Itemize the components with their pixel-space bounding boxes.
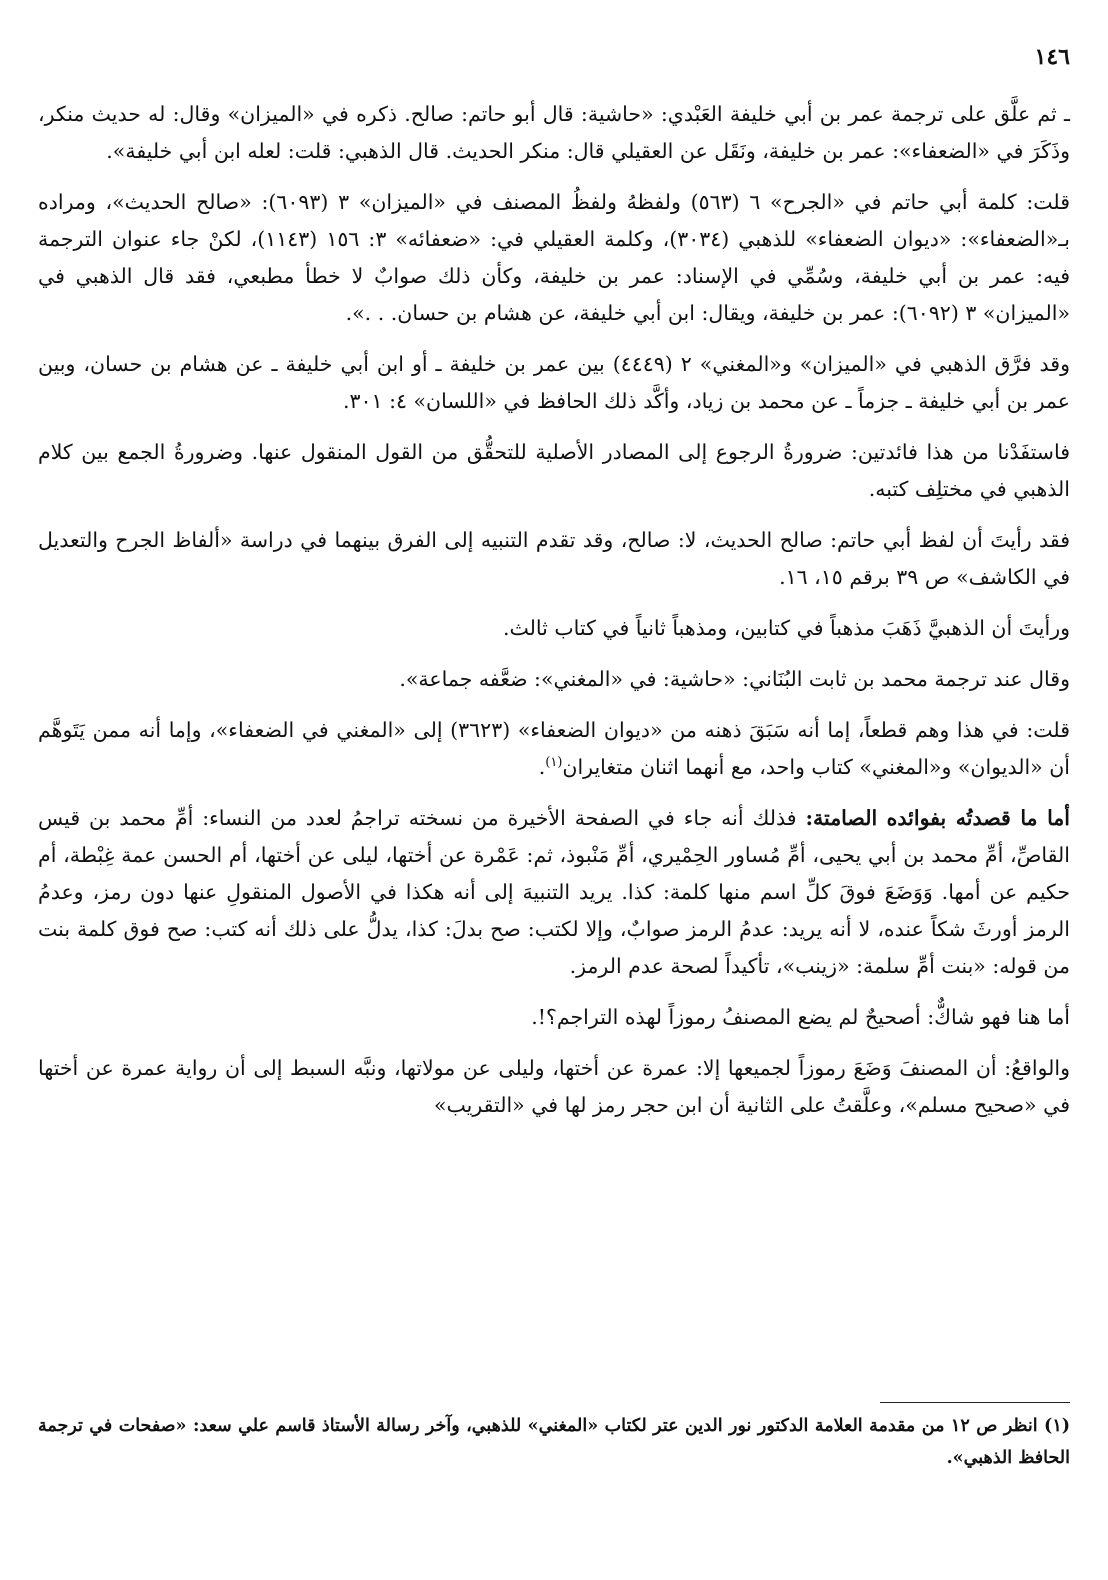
paragraph-text: قلت: في هذا وهم قطعاً، إما أنه سَبَقَ ذهنه من «ديوان الضعفاء» (٣٦٢٣) إلى «المغني في الضعفاء»، وإما أنه ممن يَتَوهَّم أن «الديوان» و«المغني» كتاب واحد، مع أنهما اثنان متغايران [38, 718, 1070, 779]
paragraph-text: فاستفَدْنا من هذا فائدتين: ضرورةُ الرجوع إلى المصادر الأصلية للتحقُّق من القول المنقول عنها. وضرورةُ الجمع بين كلام الذهبي في مختلِف كتبه. [38, 440, 1070, 501]
paragraph-tail: . [538, 755, 546, 779]
body-text [38, 96, 1070, 1138]
paragraph-3 [38, 346, 1070, 420]
paragraph-11 [38, 1050, 1070, 1124]
paragraph-text: وقد فرَّق الذهبي في «الميزان» و«المغني» ٢ (٤٤٤٩) بين عمر بن خليفة ـ أو ابن أبي خليفة ـ عن هشام بن حسان، وبين عمر بن أبي خليفة ـ جزماً ـ عن محمد بن زياد، وأكَّد ذلك الحافظ في «اللسان» ٤: ٣٠١. [38, 352, 1070, 413]
paragraph-text: أما هنا فهو شاكٌّ: أصحيحٌ لم يضع المصنفُ رموزاً لهذه التراجم؟!. [531, 1005, 1070, 1029]
footnote-separator [880, 1402, 1070, 1403]
footnote: (١) انظر ص ١٢ من مقدمة العلامة الدكتور نور الدين عتر لكتاب «المغني» للذهبي، وآخر رسالة الأستاذ قاسم علي سعد: «صفحات في ترجمة الحافظ الذهبي». [38, 1416, 1070, 1468]
paragraph-9 [38, 800, 1070, 985]
paragraph-6 [38, 610, 1070, 647]
paragraph-lead: أما ما قصدتُه بفوائده الصامتة: [805, 806, 1070, 830]
book-page [38, 0, 1070, 1580]
paragraph-text: ورأيتَ أن الذهبيَّ ذَهَبَ مذهباً في كتابين، ومذهباً ثانياً في كتاب ثالث. [503, 616, 1070, 640]
paragraph-1 [38, 96, 1070, 170]
paragraph-text: ـ ثم علَّق على ترجمة عمر بن أبي خليفة العَبْدي: «حاشية: قال أبو حاتم: صالح. ذكره في «الميزان» وقال: له حديث منكر، وذَكَرَ في «الضعفاء»: عمر بن خليفة، ونَقَل عن العقيلي قال: منكر الحديث. قال الذهبي: قلت: لعله ابن أبي خليفة». [38, 102, 1070, 163]
paragraph-text: فذلك أنه جاء في الصفحة الأخيرة من نسخته تراجمُ لعدد من النساء: أمِّ محمد بن قيس القاصِّ، أمِّ محمد بن أبي يحيى، أمِّ مُساور الحِمْيري، أمِّ مَنْبوذ، ثم: عَمْرة عن أختها، ليلى عن أختها، أم الحسن عمة غِبْطة، أم حكيم عن أمها. وَوَضَعَ فوقَ كلِّ اسم منها كلمة: كذا. يريد التنبيهَ إلى أنه هكذا في الأصول المنقولِ عنها دون رمز، وعدمُ الرمز أورثَ شكاً عنده، لا أنه يريد: عدمُ الرمز صوابٌ، وإلا لكتب: صح بدلَ: كذا، يدلُّ على ذلك أنه كتب: صح فوق كلمة بنت من قوله: «بنت أمِّ سلمة: «زينب»، تأكيداً لصحة عدم الرمز. [38, 806, 1070, 978]
paragraph-7 [38, 661, 1070, 698]
page-number: ١٤٦ [1034, 44, 1070, 70]
paragraph-text: قلت: كلمة أبي حاتم في «الجرح» ٦ (٥٦٣) ولفظهُ ولفظُ المصنف في «الميزان» ٣ (٦٠٩٣): «صالح الحديث»، ومراده بـ«الضعفاء»: «ديوان الضعفاء» للذهبي (٣٠٣٤)، وكلمة العقيلي في: «ضعفائه» ٣: ١٥٦ (١١٤٣)، لكنْ جاء عنوان الترجمة فيه: عمر بن أبي خليفة، وسُمِّي في الإسناد: عمر بن خليفة، وكأن ذلك صوابٌ لا خطأ مطبعي، فقد قال الذهبي في «الميزان» ٣ (٦٠٩٢): عمر بن خليفة، ويقال: ابن أبي خليفة، عن هشام بن حسان. . .». [38, 190, 1071, 325]
paragraph-5 [38, 522, 1070, 596]
paragraph-text: فقد رأيتَ أن لفظ أبي حاتم: صالح الحديث، لا: صالح، وقد تقدم التنبيه إلى الفرق بينهما في دراسة «ألفاظ الجرح والتعديل في الكاشف» ص ٣٩ برقم ١٥، ١٦. [38, 528, 1070, 589]
paragraph-text: وقال عند ترجمة محمد بن ثابت البُنَاني: «حاشية: في «المغني»: ضعَّفه جماعة». [399, 667, 1070, 691]
paragraph-2 [38, 184, 1070, 332]
footnote-reference: (١) [545, 755, 563, 771]
paragraph-10 [38, 999, 1070, 1036]
paragraph-text: والواقعُ: أن المصنفَ وَضَعَ رموزاً لجميعها إلا: عمرة عن أختها، وليلى عن مولاتها، ونبَّه السبط إلى أن رواية عمرة عن أختها في «صحيح مسلم»، وعلَّقتُ على الثانية أن ابن حجر رمز لها في «التقريب» [38, 1056, 1070, 1117]
paragraph-4 [38, 434, 1070, 508]
paragraph-8 [38, 712, 1070, 786]
